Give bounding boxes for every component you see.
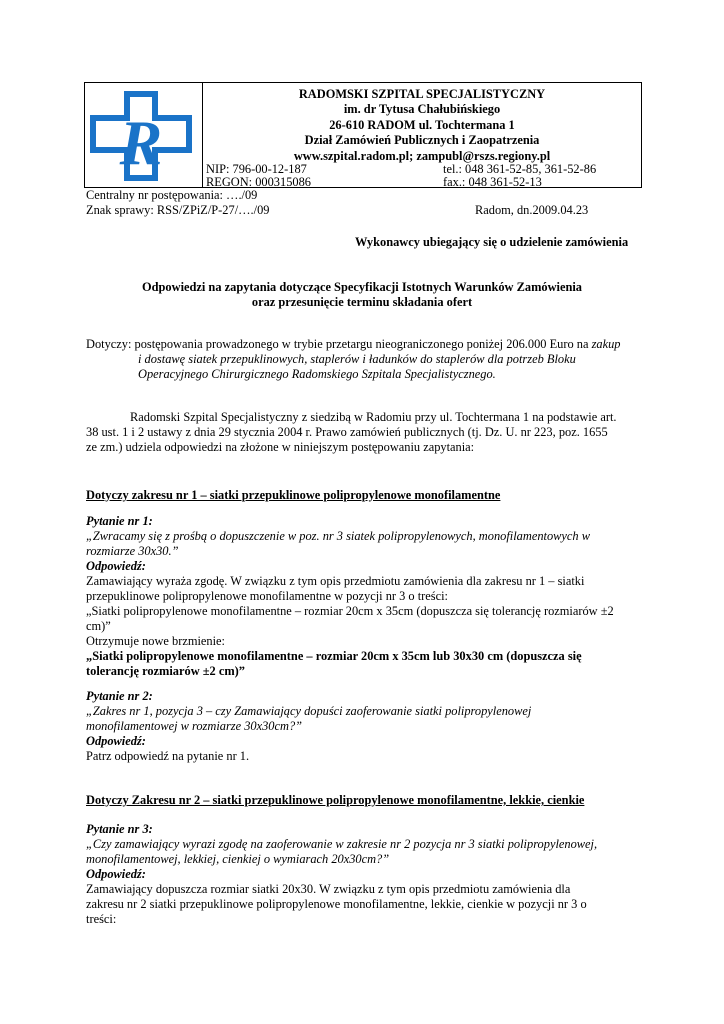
nip: NIP: 796-00-12-187 xyxy=(206,162,307,176)
subject-italic-2: i dostawę siatek przepuklinowych, staplerów i ładunków do staplerów dla potrzeb Bloku xyxy=(138,352,576,366)
subject-label: Dotyczy: postępowania prowadzonego w trybie przetargu nieograniczonego poniżej 206.000 Euro na xyxy=(86,337,589,351)
answer-1-bold-2: tolerancję rozmiarów ±2 cm)” xyxy=(86,664,245,678)
regon: REGON: 000315086 xyxy=(206,175,311,189)
answer-2-label: Odpowiedź: xyxy=(86,734,146,748)
title-line-2: oraz przesunięcie terminu składania ofert xyxy=(251,295,473,309)
case-number: Znak sprawy: RSS/ZPiZ/P-27/…./09 xyxy=(86,203,270,217)
addressee: Wykonawcy ubiegający się o udzielenie zamówienia xyxy=(355,235,629,249)
subject-italic-3: Operacyjnego Chirurgicznego Radomskiego Szpitala Specjalistycznego. xyxy=(138,367,496,381)
intro-line-1: Radomski Szpital Specjalistyczny z siedzibą w Radomiu przy ul. Tochtermana 1 na podstawie art. xyxy=(130,410,617,424)
place-date: Radom, dn.2009.04.23 xyxy=(475,203,589,217)
question-3-line-2: monofilamentowej, lekkiej, cienkiej o wymiarach 20x30cm?” xyxy=(86,852,390,866)
question-1-line-1: „Zwracamy się z prośbą o dopuszczenie w poz. nr 3 siatek polipropylenowych, monofilamentowych w xyxy=(86,529,590,543)
answer-1-bold-1: „Siatki polipropylenowe monofilamentne – rozmiar 20cm x 35cm lub 30x30 cm (dopuszcza się xyxy=(86,649,582,663)
title-line-1: Odpowiedzi na zapytania dotyczące Specyfikacji Istotnych Warunków Zamówienia xyxy=(142,280,582,294)
department: Dział Zamówień Publicznych i Zaopatrzenia xyxy=(304,133,540,148)
cross-with-r-logo-icon xyxy=(89,90,197,182)
intro-line-2: 38 ust. 1 i 2 ustawy z dnia 29 stycznia 2004 r. Prawo zamówień publicznych (tj. Dz. U. nr 223, poz. 1655 xyxy=(86,425,608,439)
org-name: RADOMSKI SZPITAL SPECJALISTYCZNY xyxy=(298,87,546,101)
intro-paragraph xyxy=(86,410,640,455)
telephone: tel.: 048 361-52-85, 361-52-86 xyxy=(443,162,597,176)
subject-italic-1: zakup xyxy=(591,337,621,351)
question-2-label: Pytanie nr 2: xyxy=(86,689,153,703)
subject xyxy=(86,337,640,382)
answer-1-line-5: Otrzymuje nowe brzmienie: xyxy=(86,634,226,648)
section-2-heading: Dotyczy Zakresu nr 2 – siatki przepuklinowe polipropylenowe monofilamentne, lekkie, cienkie xyxy=(86,793,585,807)
question-2-line-2: monofilamentowej w rozmiarze 30x30cm?” xyxy=(86,719,303,733)
fax: fax.: 048 361-52-13 xyxy=(443,175,542,189)
patron-name: im. dr Tytusa Chałubińskiego xyxy=(343,102,501,117)
question-1-label: Pytanie nr 1: xyxy=(86,514,153,528)
identifiers xyxy=(203,162,641,188)
hospital-header xyxy=(203,87,641,164)
question-3-label: Pytanie nr 3: xyxy=(86,822,153,836)
document-title xyxy=(86,280,638,310)
answer-3-line-1: Zamawiający dopuszcza rozmiar siatki 20x30. W związku z tym opis przedmiotu zamówienia dla xyxy=(86,882,571,896)
question-3-line-1: „Czy zamawiający wyrazi zgodę na zaoferowanie w zakresie nr 2 pozycja nr 3 siatki polipropylenowej, xyxy=(86,837,598,851)
answer-2-line-1: Patrz odpowiedź na pytanie nr 1. xyxy=(86,749,250,763)
web-email: www.szpital.radom.pl; zampubl@rszs.regiony.pl xyxy=(293,148,551,163)
section-1-heading: Dotyczy zakresu nr 1 – siatki przepuklinowe polipropylenowe monofilamentne xyxy=(86,488,501,502)
svg-text:R: R xyxy=(119,107,163,178)
question-3 xyxy=(86,822,640,927)
answer-3-label: Odpowiedź: xyxy=(86,867,146,881)
address: 26-610 RADOM ul. Tochtermana 1 xyxy=(329,117,515,132)
question-1 xyxy=(86,514,640,679)
answer-1-line-3: „Siatki polipropylenowe monofilamentne – rozmiar 20cm x 35cm (dopuszcza się tolerancję rozmiarów ±2 xyxy=(86,604,614,618)
answer-1-line-2: przepuklinowe polipropylenowe monofilamentne w pozycji nr 3 o treści: xyxy=(86,589,448,603)
central-number: Centralny nr postępowania: …./09 xyxy=(86,188,258,202)
intro-line-3: ze zm.) udziela odpowiedzi na złożone w niniejszym postępowaniu zapytania: xyxy=(86,440,475,454)
answer-1-line-1: Zamawiający wyraża zgodę. W związku z tym opis przedmiotu zamówienia dla zakresu nr 1 – siatki xyxy=(86,574,585,588)
answer-1-label: Odpowiedź: xyxy=(86,559,146,573)
answer-3-line-3: treści: xyxy=(86,912,117,926)
logo-cell xyxy=(85,83,203,187)
answer-3-line-2: zakresu nr 2 siatki przepuklinowe polipropylenowe monofilamentne, lekkie, cienkie w pozycji nr 3 o xyxy=(86,897,587,911)
question-2-line-1: „Zakres nr 1, pozycja 3 – czy Zamawiający dopuści zaoferowanie siatki polipropylenowej xyxy=(86,704,532,718)
answer-1-line-4: cm)” xyxy=(86,619,111,633)
question-2 xyxy=(86,689,640,764)
question-1-line-2: rozmiarze 30x30.” xyxy=(86,544,179,558)
letterhead xyxy=(84,82,642,188)
